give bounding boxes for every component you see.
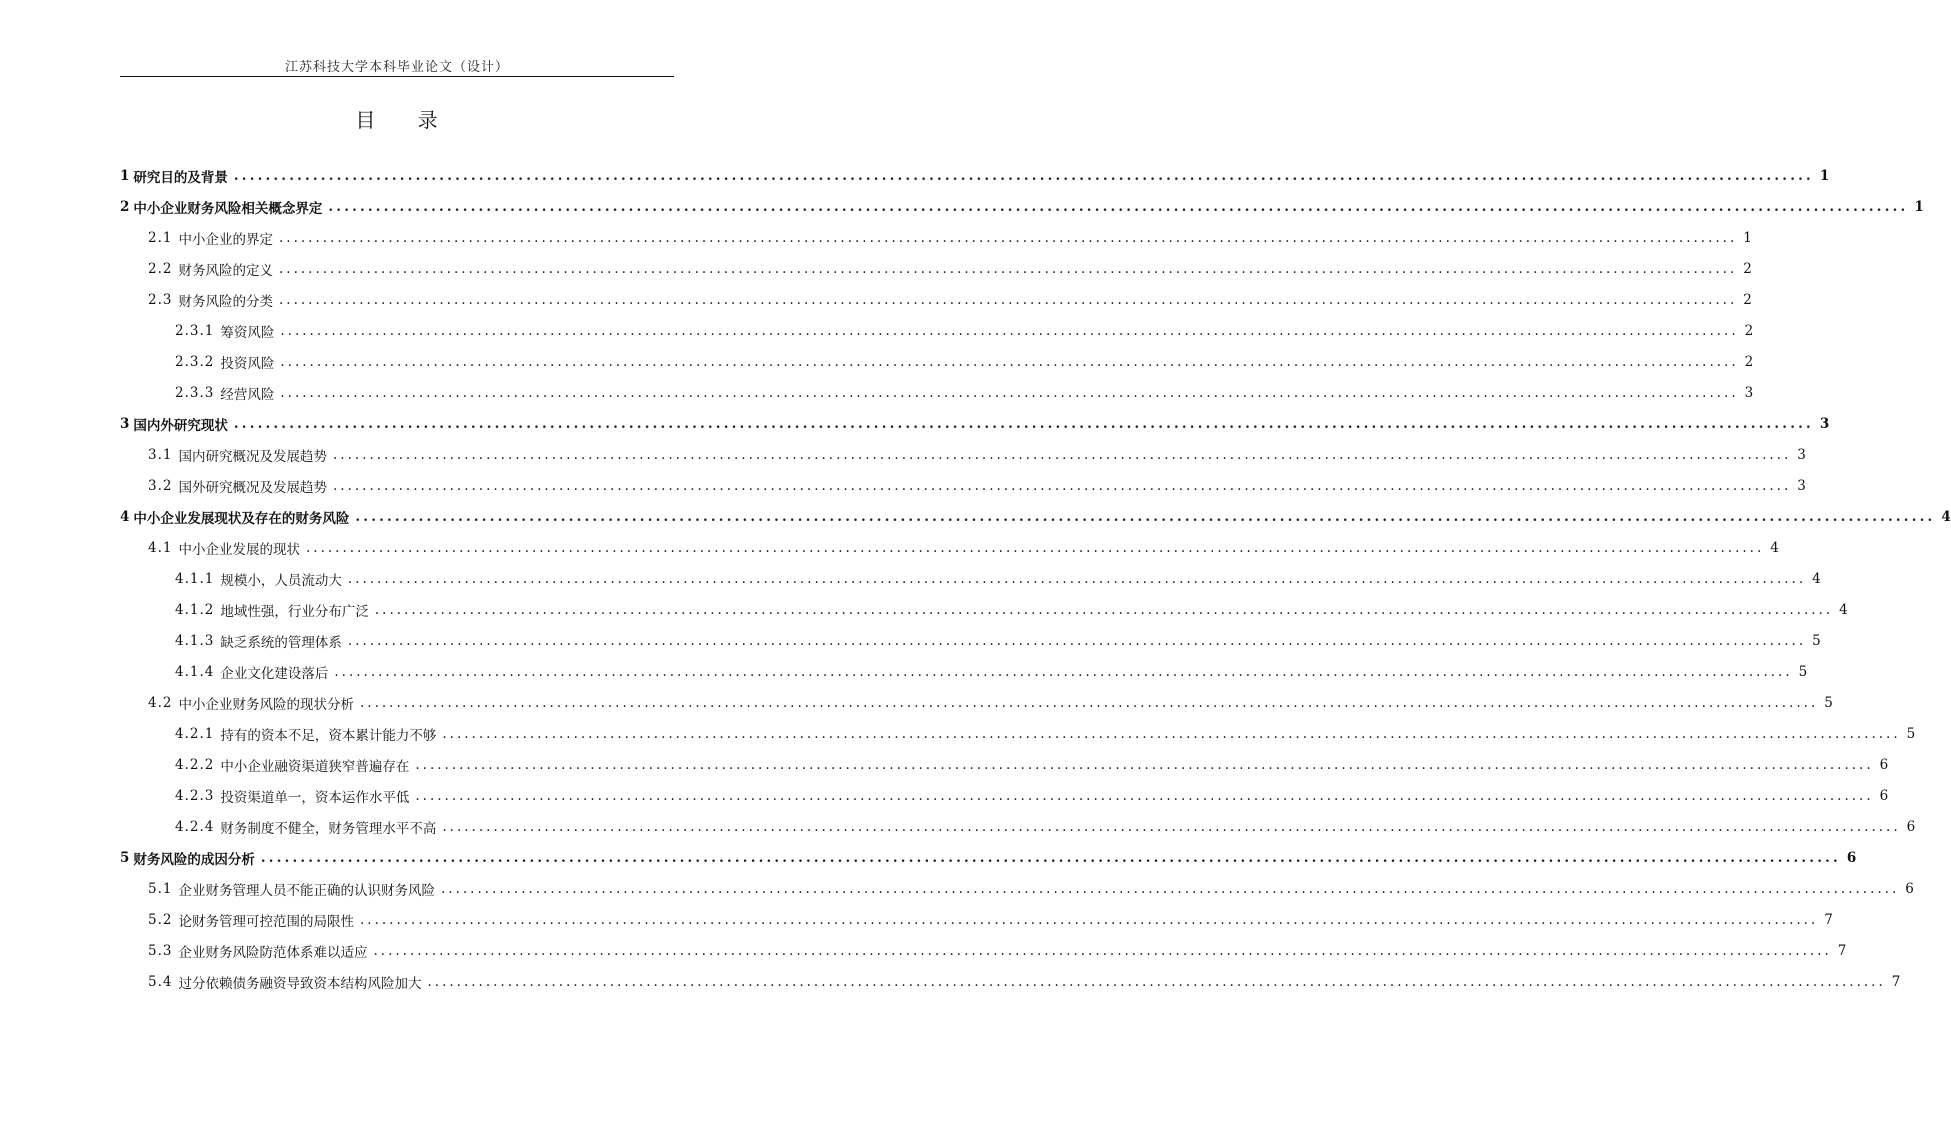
- toc-dot-leader: ........................................................................................................................................................................................................: [332, 446, 1792, 463]
- toc-dot-leader: ........................................................................................................................................................................................................: [233, 167, 1814, 184]
- toc-entry-page: 7: [1891, 973, 1901, 990]
- toc-entry-number: 2.3.2: [175, 353, 215, 370]
- toc-dot-leader: ........................................................................................................................................................................................................: [280, 322, 1739, 339]
- page-title: 目 录: [355, 108, 456, 132]
- toc-entry[interactable]: [120, 408, 1830, 439]
- toc-entry-page: 5: [1798, 663, 1808, 680]
- toc-entry-label: 企业文化建设落后: [220, 665, 329, 682]
- toc-entry-page: 1: [1819, 167, 1830, 184]
- toc-entry[interactable]: [120, 811, 1916, 842]
- toc-entry-number: 2: [120, 198, 130, 215]
- toc-entry-label: 中小企业财务风险的现状分析: [178, 696, 354, 713]
- toc-entry-label: 财务风险的定义: [178, 262, 273, 279]
- toc-entry-label: 财务风险的成因分析: [133, 851, 255, 868]
- toc-entry-page: 4: [1770, 539, 1779, 556]
- toc-entry[interactable]: [120, 315, 1754, 346]
- toc-entry-page: 6: [1905, 880, 1914, 897]
- toc-entry-page: 2: [1743, 260, 1752, 277]
- toc-entry-number: 4: [120, 508, 130, 525]
- toc-entry-page: 5: [1824, 694, 1833, 711]
- toc-entry[interactable]: [120, 191, 1924, 222]
- toc-entry-label: 国内外研究现状: [133, 417, 228, 434]
- toc-entry-page: 7: [1837, 942, 1847, 959]
- toc-dot-leader: ........................................................................................................................................................................................................: [347, 570, 1807, 587]
- toc-entry-label: 研究目的及背景: [133, 169, 228, 186]
- toc-entry[interactable]: [120, 222, 1752, 253]
- toc-entry-number: 5.2: [148, 911, 173, 928]
- toc-dot-leader: ........................................................................................................................................................................................................: [280, 384, 1739, 401]
- toc-entry-number: 2.1: [148, 229, 173, 246]
- toc-entry-number: 4.2.4: [175, 818, 215, 835]
- toc-dot-leader: ........................................................................................................................................................................................................: [427, 973, 1886, 990]
- toc-dot-leader: ........................................................................................................................................................................................................: [373, 942, 1832, 959]
- toc-entry[interactable]: [120, 904, 1833, 935]
- page-header: 江苏科技大学本科毕业论文（设计）: [284, 60, 509, 75]
- toc-entry-number: 4.2: [148, 694, 173, 711]
- toc-entry-number: 5: [120, 849, 130, 866]
- toc-entry[interactable]: [120, 873, 1914, 904]
- toc-entry-label: 中小企业发展的现状: [178, 541, 300, 558]
- toc-dot-leader: ........................................................................................................................................................................................................: [305, 539, 1765, 556]
- toc-dot-leader: ........................................................................................................................................................................................................: [359, 911, 1819, 928]
- header-rule: [120, 76, 674, 77]
- toc-entry-label: 论财务管理可控范围的局限性: [178, 913, 354, 930]
- toc-entry-number: 2.2: [148, 260, 173, 277]
- toc-entry-label: 筹资风险: [220, 324, 275, 341]
- toc-entry[interactable]: [120, 594, 1848, 625]
- toc-entry-number: 3: [120, 415, 130, 432]
- toc-entry-label: 中小企业的界定: [178, 231, 273, 248]
- toc-entry[interactable]: [120, 780, 1889, 811]
- toc-entry-number: 2.3.3: [175, 384, 215, 401]
- toc-entry-page: 5: [1812, 632, 1821, 649]
- toc-entry[interactable]: [120, 625, 1821, 656]
- toc-entry-page: 4: [1839, 601, 1848, 618]
- toc-entry[interactable]: [120, 935, 1847, 966]
- toc-entry-number: 3.2: [148, 477, 173, 494]
- toc-dot-leader: ........................................................................................................................................................................................................: [328, 198, 1909, 215]
- toc-dot-leader: ........................................................................................................................................................................................................: [332, 477, 1792, 494]
- toc-entry-label: 投资风险: [220, 355, 275, 372]
- toc-dot-leader: ........................................................................................................................................................................................................: [442, 725, 1901, 742]
- toc-entry-number: 3.1: [148, 446, 173, 463]
- toc-entry-page: 4: [1941, 508, 1951, 525]
- toc-dot-leader: ........................................................................................................................................................................................................: [347, 632, 1807, 649]
- toc-entry-label: 中小企业融资渠道狭窄普遍存在: [220, 758, 410, 775]
- toc-entry-number: 4.2.2: [175, 756, 215, 773]
- toc-entry-number: 4.1.4: [175, 663, 215, 680]
- toc-entry-label: 地域性强，行业分布广泛: [220, 603, 369, 620]
- toc-entry[interactable]: [120, 656, 1808, 687]
- toc-entry-page: 4: [1812, 570, 1821, 587]
- toc-dot-leader: ........................................................................................................................................................................................................: [359, 694, 1819, 711]
- toc-dot-leader: ........................................................................................................................................................................................................: [374, 601, 1834, 618]
- toc-entry-number: 5.1: [148, 880, 173, 897]
- toc-entry[interactable]: [120, 160, 1830, 191]
- toc-dot-leader: ........................................................................................................................................................................................................: [278, 260, 1738, 277]
- toc-entry-number: 4.1.3: [175, 632, 215, 649]
- toc-entry[interactable]: [120, 718, 1916, 749]
- toc-entry-label: 中小企业财务风险相关概念界定: [133, 200, 323, 217]
- toc-entry-label: 企业财务风险防范体系难以适应: [178, 944, 368, 961]
- toc-entry[interactable]: [120, 439, 1806, 470]
- toc-dot-leader: ........................................................................................................................................................................................................: [280, 353, 1739, 370]
- toc-entry-number: 4.1.1: [175, 570, 215, 587]
- toc-entry-label: 缺乏系统的管理体系: [220, 634, 342, 651]
- toc-entry-label: 国内研究概况及发展趋势: [178, 448, 327, 465]
- toc-entry-label: 规模小，人员流动大: [220, 572, 342, 589]
- toc-entry-page: 6: [1846, 849, 1857, 866]
- toc-entry-number: 5.4: [148, 973, 173, 990]
- toc-entry-label: 过分依赖债务融资导致资本结构风险加大: [178, 975, 422, 992]
- toc-dot-leader: ........................................................................................................................................................................................................: [440, 880, 1900, 897]
- toc-entry-page: 2: [1744, 353, 1754, 370]
- toc-entry-number: 4.2.1: [175, 725, 215, 742]
- toc-entry-number: 5.3: [148, 942, 173, 959]
- toc-entry[interactable]: [120, 842, 1857, 873]
- toc-entry-page: 6: [1879, 787, 1889, 804]
- toc-dot-leader: ........................................................................................................................................................................................................: [278, 229, 1738, 246]
- toc-dot-leader: ........................................................................................................................................................................................................: [278, 291, 1738, 308]
- toc-entry[interactable]: [120, 501, 1951, 532]
- toc-entry-page: 6: [1879, 756, 1889, 773]
- toc-entry-page: 3: [1797, 477, 1806, 494]
- toc-entry[interactable]: [120, 966, 1901, 997]
- toc-entry-label: 投资渠道单一，资本运作水平低: [220, 789, 410, 806]
- toc-entry-number: 1: [120, 167, 130, 184]
- toc-entry-page: 3: [1819, 415, 1830, 432]
- toc-entry-page: 5: [1906, 725, 1916, 742]
- toc-entry[interactable]: [120, 253, 1752, 284]
- toc-entry-label: 财务制度不健全，财务管理水平不高: [220, 820, 437, 837]
- toc-entry-page: 1: [1743, 229, 1752, 246]
- toc-entry-number: 4.1: [148, 539, 173, 556]
- toc-dot-leader: ........................................................................................................................................................................................................: [355, 508, 1936, 525]
- toc-entry-page: 2: [1743, 291, 1752, 308]
- toc-entry-label: 国外研究概况及发展趋势: [178, 479, 327, 496]
- toc-entry-label: 中小企业发展现状及存在的财务风险: [133, 510, 350, 527]
- toc-dot-leader: ........................................................................................................................................................................................................: [260, 849, 1841, 866]
- toc-entry[interactable]: [120, 563, 1821, 594]
- toc-entry[interactable]: [120, 346, 1754, 377]
- toc-entry-label: 经营风险: [220, 386, 275, 403]
- toc-entry-number: 4.1.2: [175, 601, 215, 618]
- toc-entry-page: 3: [1744, 384, 1754, 401]
- toc-entry-number: 4.2.3: [175, 787, 215, 804]
- toc-entry-label: 财务风险的分类: [178, 293, 273, 310]
- toc-entry-page: 3: [1797, 446, 1806, 463]
- toc-dot-leader: ........................................................................................................................................................................................................: [334, 663, 1793, 680]
- toc-entry[interactable]: [120, 687, 1833, 718]
- toc-entry-page: 7: [1824, 911, 1833, 928]
- toc-entry[interactable]: [120, 532, 1779, 563]
- toc-entry-number: 2.3: [148, 291, 173, 308]
- toc-entry[interactable]: [120, 749, 1889, 780]
- toc-dot-leader: ........................................................................................................................................................................................................: [442, 818, 1901, 835]
- toc-entry[interactable]: [120, 284, 1752, 315]
- toc-entry-page: 2: [1744, 322, 1754, 339]
- toc-entry[interactable]: [120, 470, 1806, 501]
- toc-entry-label: 持有的资本不足，资本累计能力不够: [220, 727, 437, 744]
- toc-entry[interactable]: [120, 377, 1754, 408]
- toc-dot-leader: ........................................................................................................................................................................................................: [415, 756, 1874, 773]
- toc-entry-page: 1: [1914, 198, 1924, 215]
- toc-entry-number: 2.3.1: [175, 322, 215, 339]
- toc-entry-label: 企业财务管理人员不能正确的认识财务风险: [178, 882, 435, 899]
- toc-dot-leader: ........................................................................................................................................................................................................: [415, 787, 1874, 804]
- toc-entry-page: 6: [1906, 818, 1916, 835]
- toc-dot-leader: ........................................................................................................................................................................................................: [233, 415, 1814, 432]
